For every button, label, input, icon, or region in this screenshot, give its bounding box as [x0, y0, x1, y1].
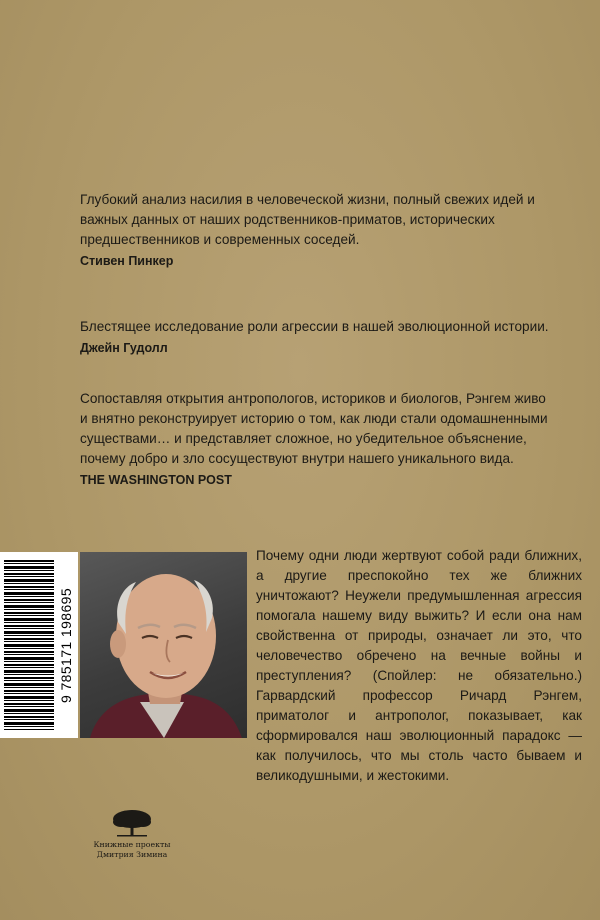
quote-author: Джейн Гудолл	[80, 341, 168, 355]
barcode-digits	[56, 554, 76, 736]
publisher-line-2: Дмитрия Зимина	[96, 850, 168, 859]
quote-text: Блестящее исследование роли агрессии в нашей эволюционной истории.	[80, 319, 549, 334]
quote-text: Глубокий анализ насилия в человеческой жизни, полный свежих идей и важных данных от наших родственников-приматов, исторических предшественников и современных соседей.	[80, 192, 535, 247]
publisher-logo	[80, 808, 184, 860]
quote-author: Стивен Пинкер	[80, 254, 174, 268]
quote-goodall	[80, 317, 550, 358]
author-photo	[80, 552, 247, 738]
publisher-line-1: Книжные проекты	[93, 840, 171, 849]
barcode	[0, 552, 78, 738]
book-description: Почему одни люди жертвуют собой ради ближних, а другие преспокойно тех же ближних уничтожают? Неужели предумышленная агрессия помогала нашему виду выжить? И если она нам свойственна от природы, означает ли это, что человечество обречено на вечные войны и преступления? (Спойлер: не обязательно.) Гарвардский профессор Ричард Рэнгем, приматолог и антрополог, показывает, как сформировался наш эволюционный парадокс — как получилось, что мы столь часто бываем и великодушными, и жестокими.	[256, 548, 582, 783]
quote-pinker	[80, 190, 550, 271]
barcode-bars	[4, 560, 54, 730]
author-portrait-icon	[80, 552, 247, 738]
tree-icon	[111, 808, 153, 840]
barcode-number: 9 785171 198695	[58, 587, 74, 703]
quote-washington-post	[80, 389, 550, 490]
quote-author: THE WASHINGTON POST	[80, 473, 232, 487]
quote-text: Сопоставляя открытия антропологов, историков и биологов, Рэнгем живо и внятно реконструирует историю о том, как люди стали одомашненными существами… и представляет сложное, но убедительное объяснение, почему добро и зло сосуществуют внутри нашего уникального вида.	[80, 391, 548, 466]
